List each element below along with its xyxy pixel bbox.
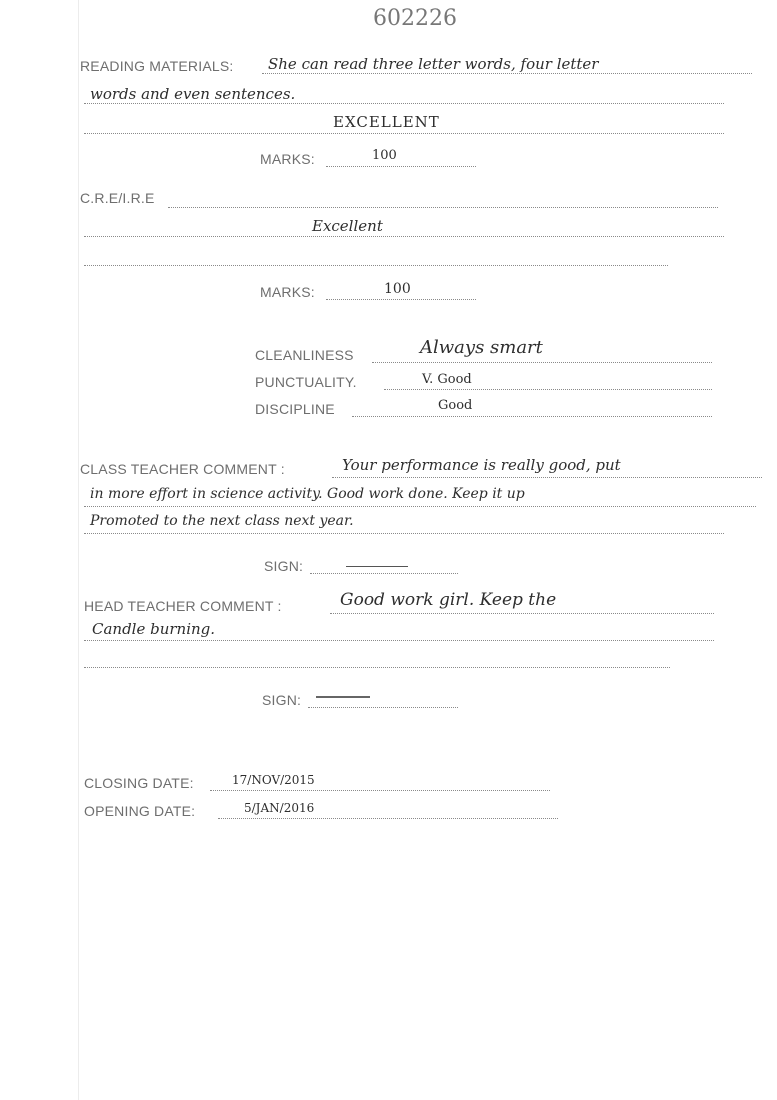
reading-materials-label: READING MATERIALS:	[80, 58, 234, 74]
class-comment-line-3	[84, 533, 724, 534]
head-teacher-sign-label: SIGN:	[262, 692, 302, 708]
opening-date-line	[218, 818, 558, 819]
reading-marks-value: 100	[372, 148, 397, 163]
head-teacher-sign-line	[308, 707, 458, 708]
discipline-line	[352, 416, 712, 417]
discipline-label: DISCIPLINE	[255, 401, 335, 417]
cre-marks-label: MARKS:	[260, 284, 315, 300]
cre-marks-value: 100	[384, 281, 411, 297]
class-teacher-sign-label: SIGN:	[264, 558, 304, 574]
cre-line-1	[168, 207, 718, 208]
reading-marks-line	[326, 166, 476, 167]
cre-line-3	[84, 265, 668, 266]
cre-line-2	[84, 236, 724, 237]
class-teacher-signature	[346, 566, 408, 567]
reading-line-2	[84, 103, 724, 104]
class-comment-line-3-text: Promoted to the next class next year.	[90, 513, 354, 529]
closing-date-line	[210, 790, 550, 791]
discipline-value: Good	[438, 398, 473, 413]
cleanliness-line	[372, 362, 712, 363]
head-teacher-comment-label: HEAD TEACHER COMMENT :	[84, 598, 282, 614]
punctuality-label: PUNCTUALITY.	[255, 374, 357, 390]
reading-grade: EXCELLENT	[333, 113, 440, 131]
reading-text-line-1: She can read three letter words, four letter	[268, 55, 599, 73]
punctuality-value: V. Good	[422, 372, 472, 387]
class-comment-line-2-text: in more effort in science activity. Good work done. Keep it up	[90, 486, 525, 502]
class-comment-line-2	[84, 506, 756, 507]
head-comment-line-1-text: Good work girl. Keep the	[340, 590, 557, 610]
closing-date-label: CLOSING DATE:	[84, 775, 194, 791]
cre-label: C.R.E/I.R.E	[80, 190, 155, 206]
cleanliness-label: CLEANLINESS	[255, 347, 354, 363]
reading-line-3	[84, 133, 724, 134]
cleanliness-value: Always smart	[420, 337, 543, 358]
reading-marks-label: MARKS:	[260, 151, 315, 167]
reading-text-line-2: words and even sentences.	[90, 85, 296, 103]
punctuality-line	[384, 389, 712, 390]
head-comment-line-3	[84, 667, 670, 668]
document-number: 602226	[373, 6, 457, 31]
cre-grade: Excellent	[312, 217, 383, 235]
class-teacher-comment-label: CLASS TEACHER COMMENT :	[80, 461, 285, 477]
opening-date-label: OPENING DATE:	[84, 803, 196, 819]
head-comment-line-2-text: Candle burning.	[92, 620, 216, 638]
class-comment-line-1	[332, 477, 762, 478]
head-comment-line-2	[84, 640, 714, 641]
closing-date-value: 17/NOV/2015	[232, 773, 315, 787]
opening-date-value: 5/JAN/2016	[244, 801, 315, 815]
class-teacher-sign-line	[310, 573, 458, 574]
head-comment-line-1	[330, 613, 714, 614]
class-comment-line-1-text: Your performance is really good, put	[342, 456, 621, 474]
head-teacher-signature	[316, 696, 370, 698]
cre-marks-line	[326, 299, 476, 300]
page-margin-rule	[78, 0, 79, 1100]
reading-line-1	[262, 73, 752, 74]
